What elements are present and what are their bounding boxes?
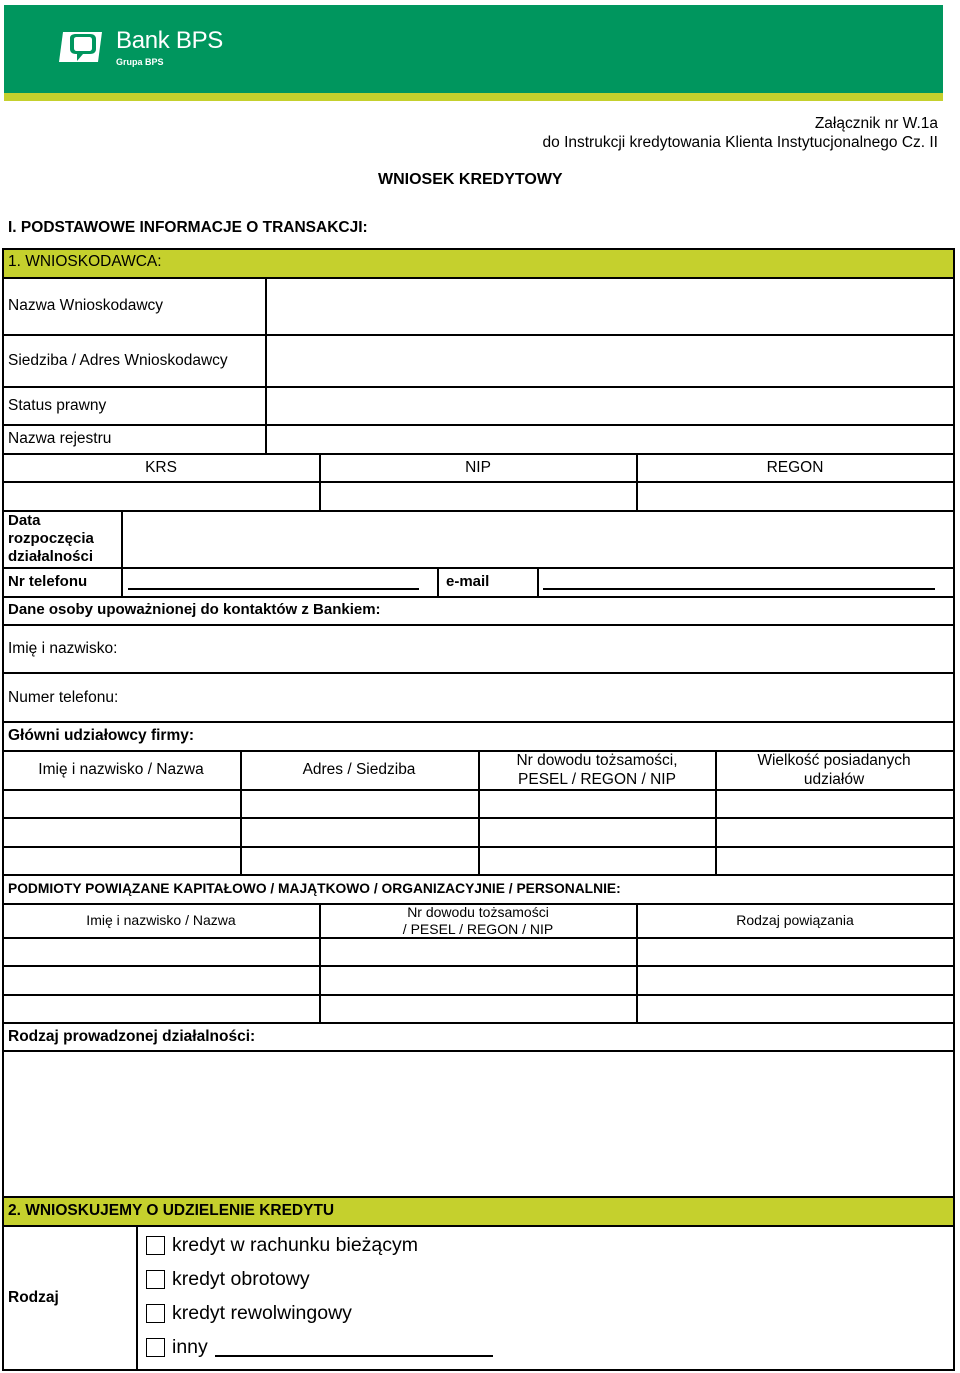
related-col-id-line1: Nr dowodu tożsamości xyxy=(407,904,549,920)
applicant-address-label: Siedziba / Adres Wnioskodawcy xyxy=(8,352,228,369)
shareholders-col-id-line1: Nr dowodu tożsamości, xyxy=(516,752,678,769)
legal-status-field[interactable] xyxy=(267,388,952,423)
business-type-field[interactable] xyxy=(4,1052,952,1195)
shareholders-col-id-line2: PESEL / REGON / NIP xyxy=(518,771,676,788)
section-title: I. PODSTAWOWE INFORMACJE O TRANSAKCJI: xyxy=(8,219,368,236)
attachment-reference: do Instrukcji kredytowania Klienta Instytucjonalnego Cz. II xyxy=(542,134,938,151)
checkbox-other-credit[interactable] xyxy=(146,1338,165,1357)
register-name-field[interactable] xyxy=(267,426,952,452)
contact-name-field[interactable] xyxy=(130,626,952,671)
credit-request-header: 2. WNIOSKUJEMY O UDZIELENIE KREDYTU xyxy=(8,1202,335,1219)
header-accent-stripe xyxy=(4,93,943,101)
other-credit-field[interactable] xyxy=(215,1355,493,1357)
divider xyxy=(537,567,539,596)
related-col-id-line2: / PESEL / REGON / NIP xyxy=(402,921,554,937)
rule xyxy=(2,567,955,569)
phone-field[interactable] xyxy=(128,588,419,590)
start-date-label-line2: rozpoczęcia xyxy=(8,530,94,547)
legal-status-label: Status prawny xyxy=(8,397,107,414)
rule xyxy=(2,721,955,723)
rule xyxy=(2,874,955,876)
checkbox-working-capital-credit[interactable] xyxy=(146,1270,165,1289)
start-date-label-line3: działalności xyxy=(8,548,94,565)
regon-field[interactable] xyxy=(638,483,952,509)
rule xyxy=(2,1022,955,1024)
contact-name-label: Imię i nazwisko: xyxy=(8,640,118,657)
regon-label: REGON xyxy=(766,459,824,476)
rule xyxy=(2,1369,955,1371)
related-entities-header: PODMIOTY POWIĄZANE KAPITAŁOWO / MAJĄTKOWO / ORGANIZACYJNIE / PERSONALNIE: xyxy=(8,881,621,896)
applicant-name-field[interactable] xyxy=(267,279,952,333)
email-label: e-mail xyxy=(446,573,490,590)
page-title: WNIOSEK KREDYTOWY xyxy=(378,171,563,188)
start-date-label-line1: Data xyxy=(8,512,41,529)
rule xyxy=(2,596,955,598)
krs-field[interactable] xyxy=(4,483,318,509)
logo-name: Bank BPS xyxy=(116,27,223,54)
nip-label: NIP xyxy=(465,459,491,476)
checkbox-revolving-credit[interactable] xyxy=(146,1304,165,1323)
contact-phone-field[interactable] xyxy=(130,674,952,720)
contact-person-header: Dane osoby upoważnionej do kontaktów z Bankiem: xyxy=(8,601,381,618)
business-type-label: Rodzaj prowadzonej działalności: xyxy=(8,1028,256,1045)
contact-phone-label: Numer telefonu: xyxy=(8,689,119,706)
option-other-credit: inny xyxy=(172,1336,208,1358)
option-revolving-credit: kredyt rewolwingowy xyxy=(172,1302,352,1324)
shareholders-col-shares-line1: Wielkość posiadanych xyxy=(757,752,911,769)
start-date-field[interactable] xyxy=(123,512,952,566)
applicant-header: 1. WNIOSKODAWCA: xyxy=(8,253,162,270)
logo-subtitle: Grupa BPS xyxy=(116,57,164,67)
related-col-name: Imię i nazwisko / Nazwa xyxy=(86,912,236,928)
applicant-address-field[interactable] xyxy=(267,336,952,385)
krs-label: KRS xyxy=(145,459,177,476)
divider xyxy=(136,1225,138,1369)
divider xyxy=(437,567,439,596)
related-col-relation: Rodzaj powiązania xyxy=(736,912,854,928)
applicant-name-label: Nazwa Wnioskodawcy xyxy=(8,297,164,314)
bank-bps-logo-icon xyxy=(56,29,106,67)
shareholders-col-name: Imię i nazwisko / Nazwa xyxy=(38,761,204,778)
attachment-number: Załącznik nr W.1a xyxy=(814,115,938,132)
credit-type-label: Rodzaj xyxy=(8,1289,59,1306)
checkbox-overdraft-credit[interactable] xyxy=(146,1236,165,1255)
shareholders-col-shares-line2: udziałów xyxy=(803,771,865,788)
related-entity-row[interactable] xyxy=(4,939,952,964)
phone-label: Nr telefonu xyxy=(8,573,88,590)
shareholders-header: Główni udziałowcy firmy: xyxy=(8,727,195,744)
shareholder-row[interactable] xyxy=(4,848,952,873)
email-field[interactable] xyxy=(543,588,935,590)
rule xyxy=(2,453,955,455)
register-name-label: Nazwa rejestru xyxy=(8,430,112,447)
related-entity-row[interactable] xyxy=(4,996,952,1021)
rule xyxy=(2,1225,955,1227)
rule xyxy=(2,1196,955,1198)
option-overdraft-credit: kredyt w rachunku bieżącym xyxy=(172,1234,419,1256)
option-working-capital-credit: kredyt obrotowy xyxy=(172,1268,310,1290)
related-entity-row[interactable] xyxy=(4,967,952,993)
shareholder-row[interactable] xyxy=(4,791,952,816)
shareholder-row[interactable] xyxy=(4,819,952,845)
shareholders-col-address: Adres / Siedziba xyxy=(302,761,416,778)
form-border-right xyxy=(953,248,955,1370)
nip-field[interactable] xyxy=(321,483,635,509)
rule xyxy=(2,248,955,250)
